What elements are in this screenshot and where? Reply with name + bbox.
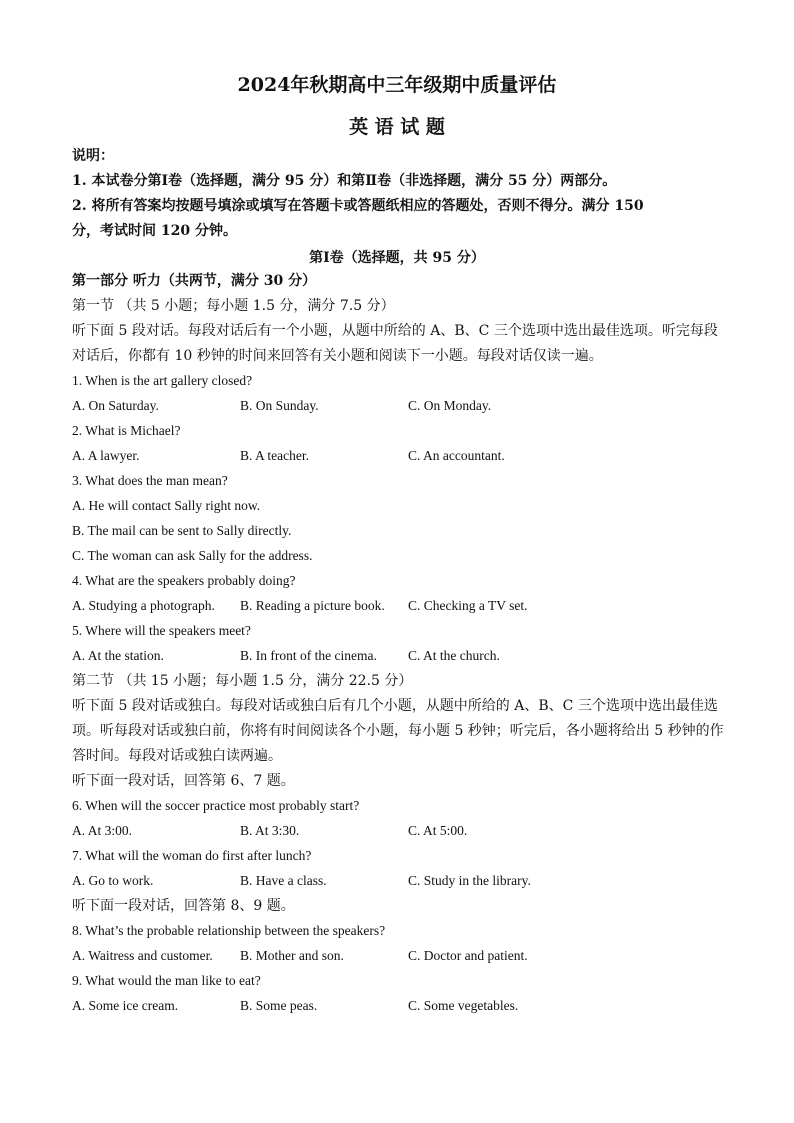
instruction-item-2-line-1: 2. 将所有答案均按题号填涂或填写在答题卡或答题纸相应的答题处，否则不得分。满分 150 [72,198,644,214]
question-8-stem: 8. What’s the probable relationship between the speakers? [72,923,386,938]
prompt-questions-8-9: 听下面一段对话，回答第 8、9 题。 [72,898,295,914]
question-2-stem: 2. What is Michael? [72,423,181,438]
question-9-stem: 9. What would the man like to eat? [72,973,261,988]
section-2-directions-line-1: 听下面 5 段对话或独白。每段对话或独白后有几个小题，从题中所给的 A、B、C 三个选项中选出最佳选 [72,698,718,714]
question-7-option-b: B. Have a class. [240,873,327,888]
question-1-option-c: C. On Monday. [408,398,492,413]
question-2-option-c: C. An accountant. [408,448,505,463]
question-7-stem: 7. What will the woman do first after lunch? [72,848,312,863]
section-1-heading: 第一节 （共 5 小题；每小题 1.5 分，满分 7.5 分） [72,298,395,314]
question-5-option-c: C. At the church. [408,648,500,663]
question-6-option-b: B. At 3:30. [240,823,300,838]
section-1-directions-line-2: 对话后，你都有 10 秒钟的时间来回答有关小题和阅读下一小题。每段对话仅读一遍。 [72,348,603,364]
question-3-option-c: C. The woman can ask Sally for the address. [72,548,313,563]
question-8-option-c: C. Doctor and patient. [408,948,528,963]
question-6-option-c: C. At 5:00. [408,823,468,838]
section-2-directions-line-2: 项。听每段对话或独白前，你将有时间阅读各个小题，每小题 5 秒钟；听完后，各小题将给出 5 秒钟的作 [72,723,724,739]
section-2-directions-line-3: 答时间。每段对话或独白读两遍。 [72,748,282,764]
question-3-option-b: B. The mail can be sent to Sally directly. [72,523,292,538]
question-5-option-b: B. In front of the cinema. [240,648,377,663]
question-2-option-a: A. A lawyer. [72,448,140,463]
question-6-stem: 6. When will the soccer practice most probably start? [72,798,360,813]
question-4-option-c: C. Checking a TV set. [408,598,528,613]
question-1-option-b: B. On Sunday. [240,398,319,413]
question-8-option-b: B. Mother and son. [240,948,344,963]
question-9-option-a: A. Some ice cream. [72,998,179,1013]
subject-title: 英 语 试 题 [349,116,445,138]
question-1-option-a: A. On Saturday. [72,398,159,413]
question-7-option-c: C. Study in the library. [408,873,531,888]
section-1-directions-line-1: 听下面 5 段对话。每段对话后有一个小题，从题中所给的 A、B、C 三个选项中选出最佳选项。听完每段 [72,323,718,339]
section-2-heading: 第二节 （共 15 小题；每小题 1.5 分，满分 22.5 分） [72,673,413,689]
instructions-label: 说明： [72,148,114,164]
question-6-option-a: A. At 3:00. [72,823,133,838]
part-1-heading: 第一部分 听力（共两节，满分 30 分） [72,273,317,289]
instruction-item-2-line-2: 分，考试时间 120 分钟。 [72,223,237,239]
question-1-stem: 1. When is the art gallery closed? [72,373,253,388]
volume-1-heading: 第Ⅰ卷（选择题，共 95 分） [309,250,485,266]
question-9-option-b: B. Some peas. [240,998,318,1013]
question-3-option-a: A. He will contact Sally right now. [72,498,261,513]
question-9-option-c: C. Some vegetables. [408,998,519,1013]
question-4-option-b: B. Reading a picture book. [240,598,385,613]
exam-title: 2024年秋期高中三年级期中质量评估 [237,74,557,96]
question-7-option-a: A. Go to work. [72,873,154,888]
prompt-questions-6-7: 听下面一段对话，回答第 6、7 题。 [72,773,295,789]
question-5-stem: 5. Where will the speakers meet? [72,623,251,638]
question-5-option-a: A. At the station. [72,648,164,663]
question-3-stem: 3. What does the man mean? [72,473,228,488]
instruction-item-1: 1. 本试卷分第Ⅰ卷（选择题，满分 95 分）和第Ⅱ卷（非选择题，满分 55 分）两部分。 [72,173,617,189]
question-2-option-b: B. A teacher. [240,448,309,463]
question-4-option-a: A. Studying a photograph. [72,598,215,613]
question-4-stem: 4. What are the speakers probably doing? [72,573,296,588]
question-8-option-a: A. Waitress and customer. [72,948,213,963]
